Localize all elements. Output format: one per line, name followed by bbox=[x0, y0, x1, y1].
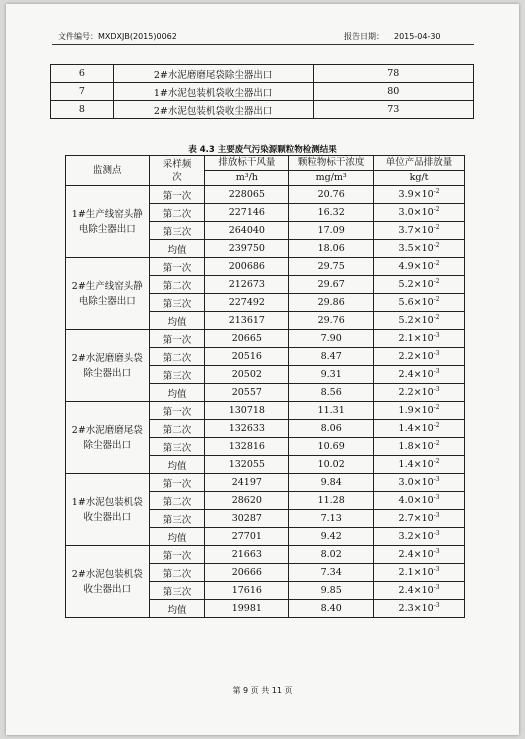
rate-exponent: -3 bbox=[433, 332, 440, 340]
sampling-frequency: 第三次 bbox=[149, 294, 205, 312]
emission-rate bbox=[374, 330, 465, 348]
rate-mantissa: 4.9 bbox=[398, 261, 414, 273]
rate-mantissa: 2.4 bbox=[398, 585, 414, 597]
concentration-value: 8.40 bbox=[289, 600, 374, 618]
table-row bbox=[66, 258, 465, 276]
emission-rate bbox=[374, 492, 465, 510]
sampling-frequency: 第三次 bbox=[149, 438, 205, 456]
rate-mantissa: 5.6 bbox=[398, 297, 414, 309]
header-flow: 排放标干风量 bbox=[205, 156, 289, 171]
rate-mantissa: 3.0 bbox=[398, 207, 414, 219]
table-row bbox=[51, 101, 474, 119]
emission-rate bbox=[374, 438, 465, 456]
concentration-value: 9.85 bbox=[289, 582, 374, 600]
concentration-value: 29.76 bbox=[289, 312, 374, 330]
emission-rate bbox=[374, 276, 465, 294]
sampling-frequency: 均值 bbox=[149, 456, 205, 474]
emission-rate bbox=[374, 546, 465, 564]
rate-times: ×10 bbox=[413, 225, 434, 237]
sampling-frequency: 均值 bbox=[149, 528, 205, 546]
rate-mantissa: 2.2 bbox=[398, 351, 414, 363]
concentration-value: 29.67 bbox=[289, 276, 374, 294]
emission-results-table bbox=[65, 155, 465, 618]
emission-rate bbox=[374, 474, 465, 492]
concentration-value: 18.06 bbox=[289, 240, 374, 258]
header-rate: 单位产品排放量 bbox=[374, 156, 465, 171]
emission-rate bbox=[374, 420, 465, 438]
rate-mantissa: 3.7 bbox=[398, 225, 414, 237]
row-value: 78 bbox=[313, 65, 474, 83]
emission-rate bbox=[374, 222, 465, 240]
outlet-name: 2#水泥包装机袋收尘器出口 bbox=[113, 101, 313, 119]
rate-exponent: -2 bbox=[433, 314, 440, 322]
table-row bbox=[66, 186, 465, 204]
rate-exponent: -2 bbox=[433, 242, 440, 250]
row-number: 8 bbox=[51, 101, 114, 119]
emission-rate bbox=[374, 348, 465, 366]
emission-rate bbox=[374, 186, 465, 204]
flow-value: 130718 bbox=[205, 402, 289, 420]
flow-value: 20502 bbox=[205, 366, 289, 384]
sampling-frequency: 均值 bbox=[149, 600, 205, 618]
continued-table-body bbox=[51, 65, 474, 119]
emission-rate bbox=[374, 528, 465, 546]
flow-value: 20557 bbox=[205, 384, 289, 402]
rate-exponent: -3 bbox=[433, 350, 440, 358]
rate-times: ×10 bbox=[413, 423, 434, 435]
sampling-frequency: 第二次 bbox=[149, 492, 205, 510]
rate-times: ×10 bbox=[413, 315, 434, 327]
rate-times: ×10 bbox=[413, 495, 434, 507]
flow-value: 17616 bbox=[205, 582, 289, 600]
emission-rate bbox=[374, 366, 465, 384]
concentration-value: 20.76 bbox=[289, 186, 374, 204]
rate-exponent: -3 bbox=[433, 566, 440, 574]
sampling-frequency: 第二次 bbox=[149, 204, 205, 222]
rate-exponent: -2 bbox=[433, 206, 440, 214]
concentration-value: 7.13 bbox=[289, 510, 374, 528]
sampling-frequency: 第三次 bbox=[149, 510, 205, 528]
emission-rate bbox=[374, 456, 465, 474]
flow-value: 30287 bbox=[205, 510, 289, 528]
header-rule bbox=[52, 44, 474, 45]
rate-times: ×10 bbox=[413, 459, 434, 471]
rate-mantissa: 1.8 bbox=[398, 441, 414, 453]
rate-mantissa: 2.4 bbox=[398, 549, 414, 561]
emission-rate bbox=[374, 294, 465, 312]
rate-exponent: -2 bbox=[433, 458, 440, 466]
sampling-frequency: 均值 bbox=[149, 312, 205, 330]
table-body bbox=[66, 186, 465, 618]
concentration-value: 10.02 bbox=[289, 456, 374, 474]
rate-mantissa: 4.0 bbox=[398, 495, 414, 507]
concentration-value: 16.32 bbox=[289, 204, 374, 222]
rate-exponent: -3 bbox=[433, 368, 440, 376]
table-header bbox=[66, 156, 465, 186]
file-number bbox=[58, 31, 177, 42]
emission-rate bbox=[374, 240, 465, 258]
rate-exponent: -3 bbox=[433, 494, 440, 502]
rate-times: ×10 bbox=[413, 585, 434, 597]
flow-value: 228065 bbox=[205, 186, 289, 204]
rate-exponent: -3 bbox=[433, 584, 440, 592]
emission-rate bbox=[374, 510, 465, 528]
concentration-value: 10.69 bbox=[289, 438, 374, 456]
rate-mantissa: 2.7 bbox=[398, 513, 414, 525]
emission-rate bbox=[374, 402, 465, 420]
rate-times: ×10 bbox=[413, 549, 434, 561]
monitoring-site: 2#水泥包装机袋收尘器出口 bbox=[66, 546, 150, 618]
rate-exponent: -3 bbox=[433, 602, 440, 610]
table-row bbox=[66, 330, 465, 348]
sampling-frequency: 第三次 bbox=[149, 582, 205, 600]
rate-mantissa: 3.2 bbox=[398, 531, 414, 543]
flow-value: 21663 bbox=[205, 546, 289, 564]
rate-exponent: -3 bbox=[433, 386, 440, 394]
table-row bbox=[66, 546, 465, 564]
flow-value: 19981 bbox=[205, 600, 289, 618]
report-date-value: 2015-04-30 bbox=[394, 32, 441, 41]
flow-value: 212673 bbox=[205, 276, 289, 294]
rate-mantissa: 3.0 bbox=[398, 477, 414, 489]
rate-times: ×10 bbox=[413, 207, 434, 219]
flow-value: 27701 bbox=[205, 528, 289, 546]
flow-value: 28620 bbox=[205, 492, 289, 510]
row-value: 73 bbox=[313, 101, 474, 119]
table-row bbox=[51, 83, 474, 101]
rate-exponent: -2 bbox=[433, 404, 440, 412]
concentration-value: 8.56 bbox=[289, 384, 374, 402]
rate-times: ×10 bbox=[413, 441, 434, 453]
rate-times: ×10 bbox=[413, 261, 434, 273]
rate-mantissa: 1.4 bbox=[398, 459, 414, 471]
rate-mantissa: 5.2 bbox=[398, 315, 414, 327]
rate-times: ×10 bbox=[413, 189, 434, 201]
sampling-frequency: 均值 bbox=[149, 384, 205, 402]
sampling-frequency: 第三次 bbox=[149, 222, 205, 240]
rate-exponent: -3 bbox=[433, 512, 440, 520]
rate-times: ×10 bbox=[413, 369, 434, 381]
rate-times: ×10 bbox=[413, 567, 434, 579]
rate-times: ×10 bbox=[413, 243, 434, 255]
concentration-value: 9.31 bbox=[289, 366, 374, 384]
monitoring-site: 1#水泥包装机袋收尘器出口 bbox=[66, 474, 150, 546]
row-number: 7 bbox=[51, 83, 114, 101]
flow-value: 20666 bbox=[205, 564, 289, 582]
outlet-name: 1#水泥包装机袋收尘器出口 bbox=[113, 83, 313, 101]
monitoring-site: 2#水泥磨磨尾袋除尘器出口 bbox=[66, 402, 150, 474]
concentration-value: 9.84 bbox=[289, 474, 374, 492]
emission-rate bbox=[374, 582, 465, 600]
concentration-value: 9.42 bbox=[289, 528, 374, 546]
rate-exponent: -3 bbox=[433, 476, 440, 484]
flow-value: 24197 bbox=[205, 474, 289, 492]
rate-mantissa: 2.3 bbox=[398, 603, 414, 615]
sampling-frequency: 第一次 bbox=[149, 546, 205, 564]
rate-exponent: -2 bbox=[433, 278, 440, 286]
row-number: 6 bbox=[51, 65, 114, 83]
row-value: 80 bbox=[313, 83, 474, 101]
rate-times: ×10 bbox=[413, 477, 434, 489]
monitoring-site: 1#生产线窑头静电除尘器出口 bbox=[66, 186, 150, 258]
emission-rate bbox=[374, 564, 465, 582]
rate-mantissa: 2.1 bbox=[398, 333, 414, 345]
flow-value: 227146 bbox=[205, 204, 289, 222]
rate-mantissa: 1.4 bbox=[398, 423, 414, 435]
rate-times: ×10 bbox=[413, 351, 434, 363]
rate-times: ×10 bbox=[413, 513, 434, 525]
rate-exponent: -3 bbox=[433, 530, 440, 538]
page-footer: 第 9 页 共 11 页 bbox=[232, 686, 293, 695]
rate-exponent: -2 bbox=[433, 260, 440, 268]
sampling-frequency: 第一次 bbox=[149, 402, 205, 420]
rate-mantissa: 2.4 bbox=[398, 369, 414, 381]
flow-value: 227492 bbox=[205, 294, 289, 312]
rate-mantissa: 2.2 bbox=[398, 387, 414, 399]
sampling-frequency: 均值 bbox=[149, 240, 205, 258]
rate-mantissa: 3.9 bbox=[398, 189, 414, 201]
emission-rate bbox=[374, 384, 465, 402]
header-flow-unit: m³/h bbox=[205, 171, 289, 186]
monitoring-site: 2#水泥磨磨头袋除尘器出口 bbox=[66, 330, 150, 402]
rate-exponent: -2 bbox=[433, 296, 440, 304]
file-number-value: MXDXJB(2015)0062 bbox=[98, 32, 177, 41]
concentration-value: 17.09 bbox=[289, 222, 374, 240]
flow-value: 20665 bbox=[205, 330, 289, 348]
rate-exponent: -2 bbox=[433, 440, 440, 448]
rate-times: ×10 bbox=[413, 405, 434, 417]
header-rate-unit: kg/t bbox=[374, 171, 465, 186]
rate-mantissa: 1.9 bbox=[398, 405, 414, 417]
sampling-frequency: 第二次 bbox=[149, 420, 205, 438]
flow-value: 239750 bbox=[205, 240, 289, 258]
outlet-name: 2#水泥磨磨尾袋除尘器出口 bbox=[113, 65, 313, 83]
sampling-frequency: 第一次 bbox=[149, 186, 205, 204]
emission-rate bbox=[374, 204, 465, 222]
sampling-frequency: 第一次 bbox=[149, 258, 205, 276]
concentration-value: 11.28 bbox=[289, 492, 374, 510]
report-date-label: 报告日期： bbox=[344, 32, 384, 41]
emission-rate bbox=[374, 258, 465, 276]
sampling-frequency: 第二次 bbox=[149, 276, 205, 294]
sampling-frequency: 第二次 bbox=[149, 348, 205, 366]
header-site: 监测点 bbox=[66, 156, 150, 186]
rate-times: ×10 bbox=[413, 333, 434, 345]
document-page bbox=[6, 4, 519, 735]
rate-mantissa: 2.1 bbox=[398, 567, 414, 579]
concentration-value: 29.75 bbox=[289, 258, 374, 276]
sampling-frequency: 第二次 bbox=[149, 564, 205, 582]
rate-exponent: -2 bbox=[433, 188, 440, 196]
flow-value: 213617 bbox=[205, 312, 289, 330]
concentration-value: 8.02 bbox=[289, 546, 374, 564]
table-caption: 表 4.3 主要废气污染源颗粒物检测结果 bbox=[188, 145, 337, 155]
flow-value: 132633 bbox=[205, 420, 289, 438]
table-row bbox=[66, 474, 465, 492]
header-conc: 颗粒物标干浓度 bbox=[289, 156, 374, 171]
continued-table bbox=[50, 64, 474, 119]
flow-value: 200686 bbox=[205, 258, 289, 276]
flow-value: 20516 bbox=[205, 348, 289, 366]
sampling-frequency: 第一次 bbox=[149, 474, 205, 492]
concentration-value: 29.86 bbox=[289, 294, 374, 312]
rate-exponent: -3 bbox=[433, 548, 440, 556]
concentration-value: 11.31 bbox=[289, 402, 374, 420]
table-row bbox=[51, 65, 474, 83]
concentration-value: 8.47 bbox=[289, 348, 374, 366]
rate-exponent: -2 bbox=[433, 224, 440, 232]
rate-mantissa: 3.5 bbox=[398, 243, 414, 255]
flow-value: 264040 bbox=[205, 222, 289, 240]
rate-times: ×10 bbox=[413, 279, 434, 291]
concentration-value: 8.06 bbox=[289, 420, 374, 438]
emission-rate bbox=[374, 312, 465, 330]
rate-times: ×10 bbox=[413, 603, 434, 615]
rate-mantissa: 5.2 bbox=[398, 279, 414, 291]
file-number-label: 文件编号： bbox=[58, 32, 98, 41]
table-row bbox=[66, 402, 465, 420]
rate-times: ×10 bbox=[413, 531, 434, 543]
monitoring-site: 2#生产线窑头静电除尘器出口 bbox=[66, 258, 150, 330]
header-conc-unit: mg/m³ bbox=[289, 171, 374, 186]
rate-exponent: -2 bbox=[433, 422, 440, 430]
sampling-frequency: 第三次 bbox=[149, 366, 205, 384]
rate-times: ×10 bbox=[413, 387, 434, 399]
emission-rate bbox=[374, 600, 465, 618]
rate-times: ×10 bbox=[413, 297, 434, 309]
flow-value: 132816 bbox=[205, 438, 289, 456]
concentration-value: 7.34 bbox=[289, 564, 374, 582]
report-date bbox=[344, 31, 441, 42]
header-freq: 采样频次 bbox=[149, 156, 205, 186]
concentration-value: 7.90 bbox=[289, 330, 374, 348]
sampling-frequency: 第一次 bbox=[149, 330, 205, 348]
flow-value: 132055 bbox=[205, 456, 289, 474]
